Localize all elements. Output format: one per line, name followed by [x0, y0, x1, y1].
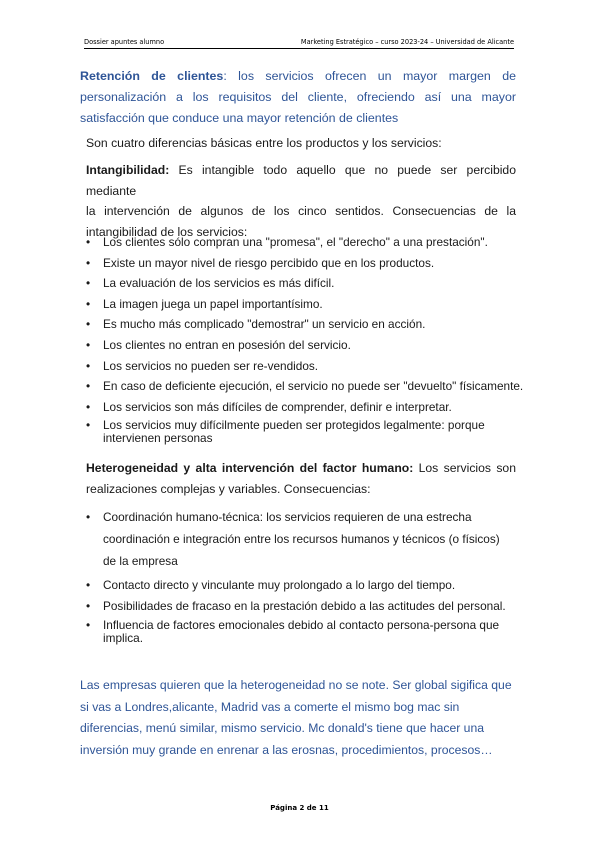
bullet-icon: •	[86, 599, 91, 613]
list-item: • Existe un mayor nivel de riesgo percibido que en los productos.	[86, 255, 435, 270]
intangibilidad-term: Intangibilidad:	[86, 163, 170, 177]
empresas-line: si vas a Londres,alicante, Madrid vas a comerte el mismo bog mac sin	[80, 699, 460, 714]
list-item: • Posibilidades de fracaso en la prestación debido a las actitudes del personal.	[86, 599, 506, 613]
bullet-icon: •	[86, 337, 91, 352]
intangibilidad-line: intangibilidad de los servicios:	[86, 224, 248, 239]
list-item: • Influencia de factores emocionales debido al contacto persona-persona que implica.	[86, 618, 500, 645]
heterogeneidad-list	[86, 506, 536, 645]
list-item: • Los clientes sólo compran una "promesa", el "derecho" a una prestación".	[86, 235, 488, 249]
empresas-line: Las empresas quieren que la heterogeneidad no se note. Ser global sigifica que	[80, 678, 512, 692]
bullet-icon: •	[86, 358, 91, 373]
heterogeneidad-paragraph	[86, 458, 516, 500]
retencion-line: satisfacción que conduce una mayor retención de clientes	[80, 111, 399, 125]
list-item: • En caso de deficiente ejecución, el servicio no puede ser "devuelto" físicamente.	[86, 379, 524, 394]
page-number: Página 2 de 11	[270, 804, 329, 812]
list-item: • Los servicios no pueden ser re-vendidos.	[86, 358, 319, 373]
intro-text: Son cuatro diferencias básicas entre los productos y los servicios:	[86, 136, 442, 150]
list-item: • La imagen juega un papel importantísimo.	[86, 296, 323, 311]
heterogeneidad-line: realizaciones complejas y variables. Consecuencias:	[86, 482, 371, 496]
header-right: Marketing Estratégico – curso 2023-24 – Universidad de Alicante	[300, 38, 514, 46]
list-item: • Es mucho más complicado "demostrar" un servicio en acción.	[86, 317, 426, 332]
intangibilidad-line: Es intangible todo aquello que no puede ser percibido mediante	[86, 163, 516, 198]
bullet-icon: •	[86, 235, 91, 249]
heterogeneidad-line: Los servicios son	[413, 461, 516, 475]
list-item: • Los clientes no entran en posesión del servicio.	[86, 337, 351, 352]
list-item: • Coordinación humano-técnica: los servicios requieren de una estrecha coordinación e integración entre los recursos humanos y técnicos (o físicos) de la empresa	[86, 506, 536, 572]
bullet-icon: •	[86, 578, 91, 592]
retencion-paragraph	[80, 66, 516, 129]
list-item: • Contacto directo y vinculante muy prolongado a lo largo del tiempo.	[86, 578, 456, 592]
header-left: Dossier apuntes alumno	[84, 38, 165, 46]
page-header	[84, 38, 514, 49]
retencion-term: Retención de clientes	[80, 69, 224, 83]
empresas-note	[80, 675, 520, 761]
bullet-icon: •	[86, 618, 91, 632]
bullet-icon: •	[86, 317, 91, 332]
list-item: • Los servicios son más difíciles de comprender, definir e interpretar.	[86, 399, 452, 414]
intangibilidad-line: la intervención de algunos de los cinco sentidos. Consecuencias de la	[86, 204, 516, 218]
retencion-line: : los servicios ofrecen un mayor margen de	[223, 69, 517, 83]
bullet-icon: •	[86, 418, 91, 433]
bullet-icon: •	[86, 510, 91, 524]
list-item: • Los servicios muy difícilmente pueden ser protegidos legalmente: porque intervienen personas	[86, 418, 485, 445]
empresas-line: diferencias, menú similar, mismo servicio. Mc donald's tiene que hacer una	[80, 721, 485, 735]
empresas-line: inversión muy grande en enrenar a las erosnas, procedimientos, procesos…	[80, 742, 493, 757]
bullet-icon: •	[86, 296, 91, 311]
intangibilidad-list	[86, 234, 536, 449]
retencion-line: personalización a los requisitos del cliente, ofreciendo así una mayor	[80, 90, 516, 104]
heterogeneidad-term: Heterogeneidad y alta intervención del factor humano:	[86, 461, 414, 475]
bullet-icon: •	[86, 399, 91, 414]
list-item: • La evaluación de los servicios es más difícil.	[86, 276, 335, 291]
bullet-icon: •	[86, 276, 91, 291]
bullet-icon: •	[86, 255, 91, 270]
bullet-icon: •	[86, 379, 91, 394]
intangibilidad-paragraph	[86, 160, 516, 242]
